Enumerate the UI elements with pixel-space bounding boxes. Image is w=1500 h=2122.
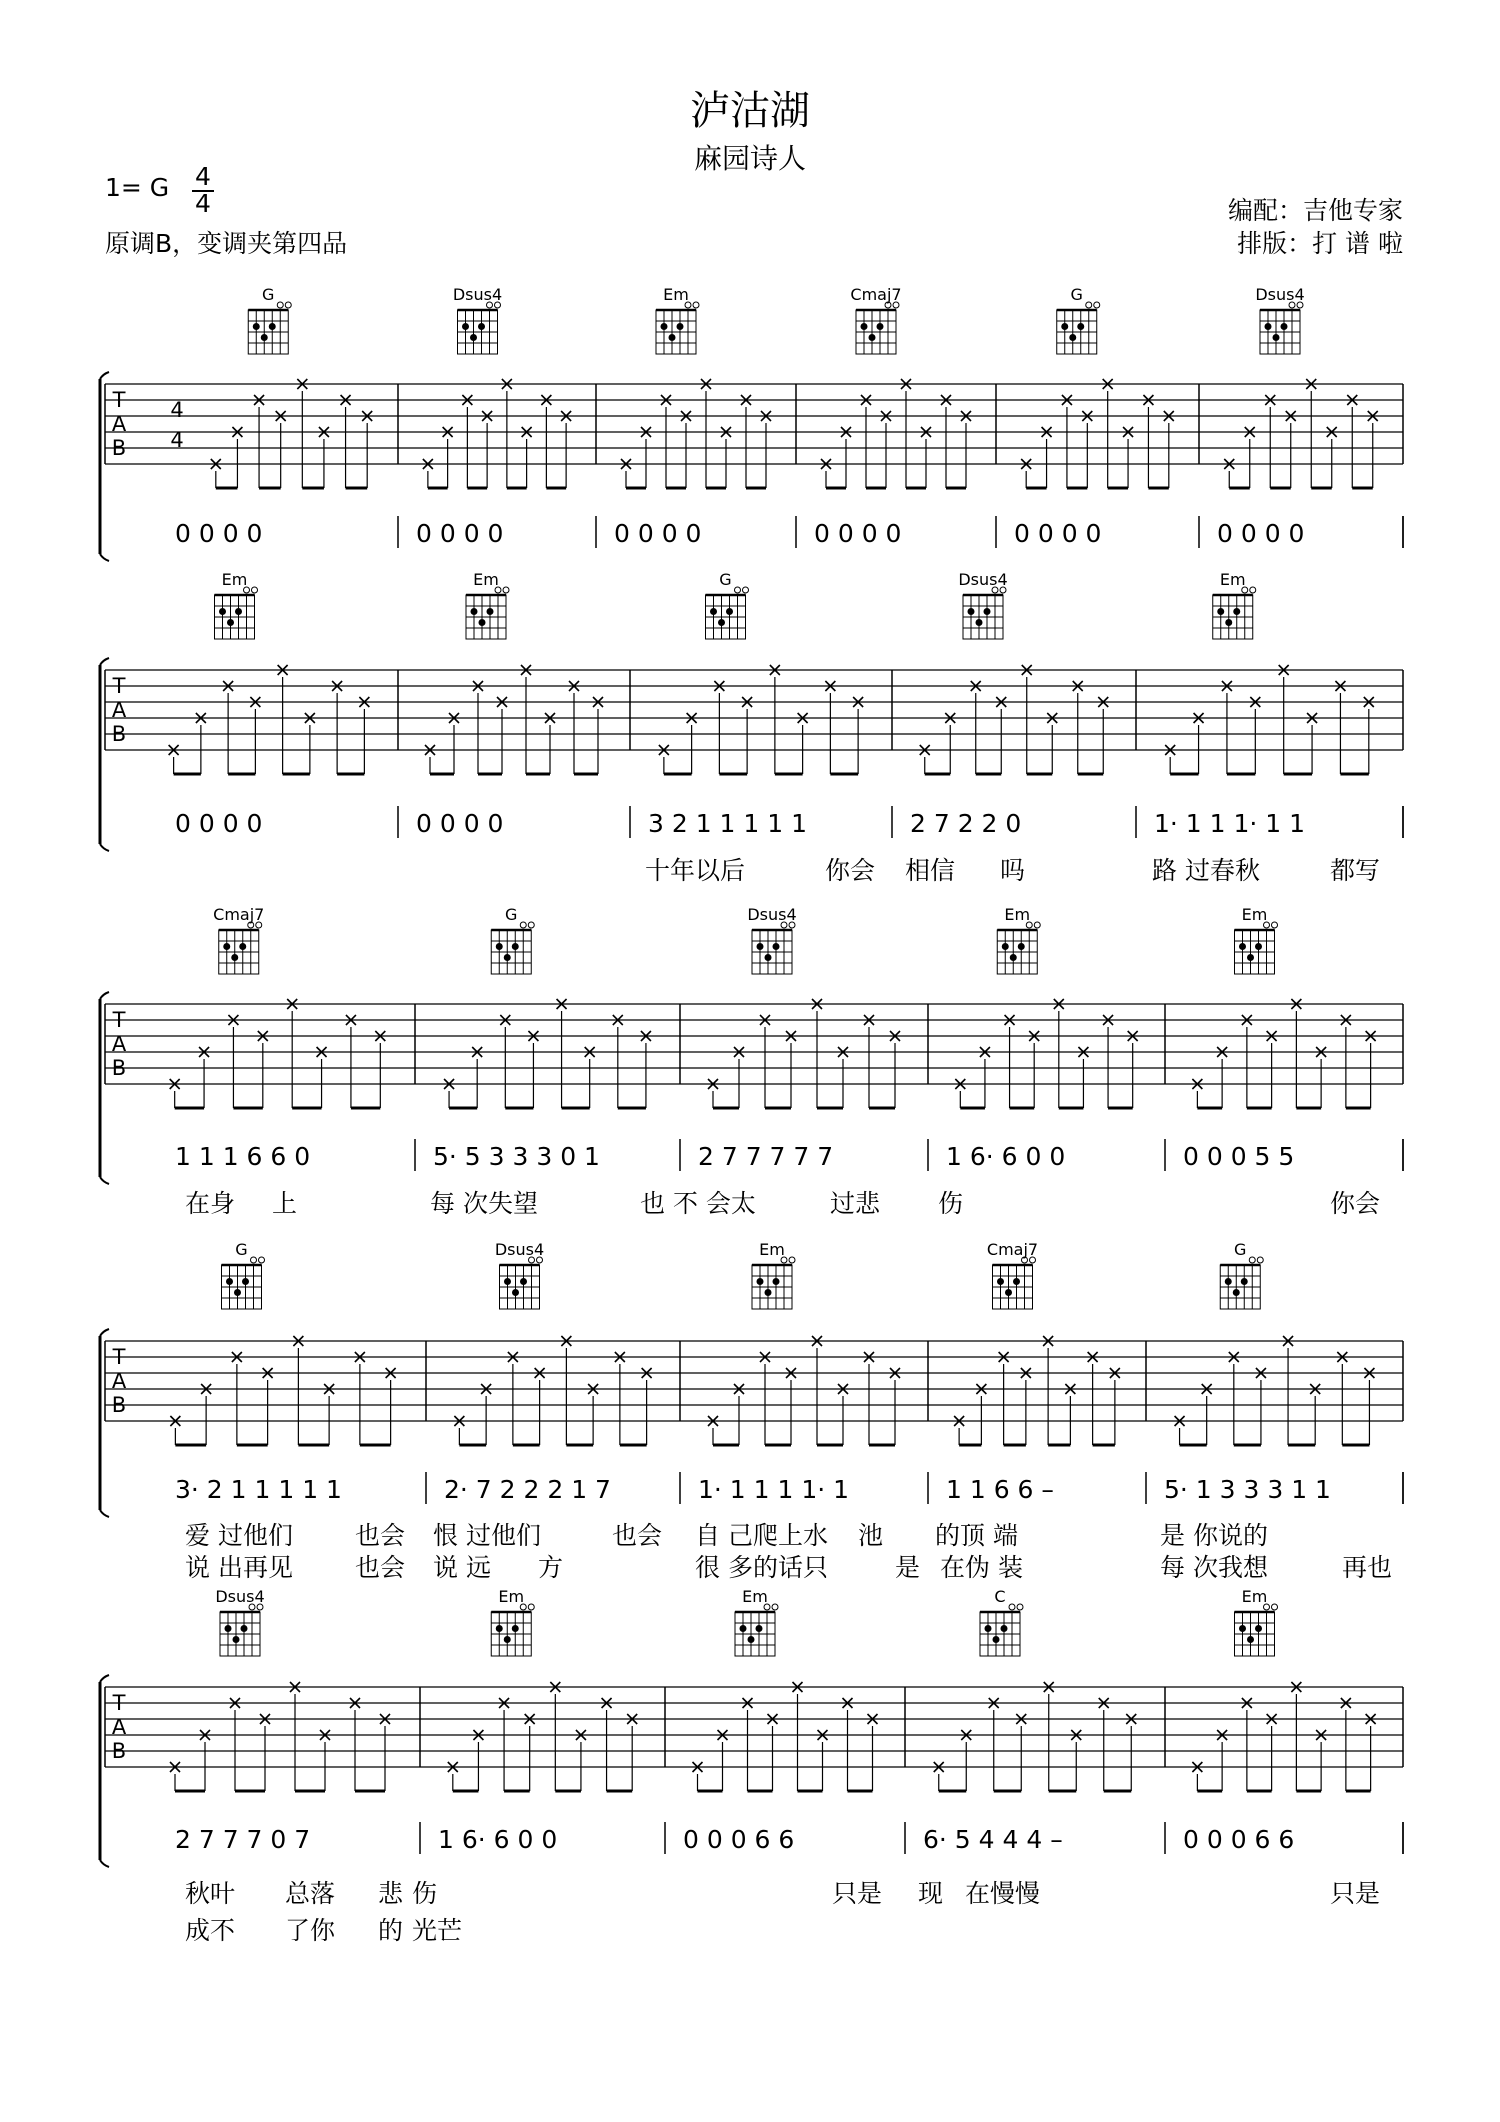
tab-measure [693,1682,878,1791]
bracket-bottom-hook [100,554,109,561]
tab-measure [454,1336,651,1445]
chord-finger-dot [757,943,764,950]
chord-finger-dot [1265,323,1272,330]
chord-diagram [997,905,1040,974]
chord-name: G [719,570,732,589]
lyric-line-1: 十年以后 [645,856,746,885]
lyric-line-1: 相信 [905,856,956,885]
tab-measure [170,1336,395,1445]
chord-finger-dot [225,1625,232,1632]
chord-open-string [285,302,291,308]
chord-finger-dot [1273,334,1280,341]
tab-measure [708,999,900,1108]
chord-open-string [503,587,509,593]
tab-measure [1175,1336,1375,1445]
chord-finger-dot [773,1278,780,1285]
chord-diagram [1213,570,1256,639]
time-signature-bottom: 4 [195,189,211,218]
tab-measure [1021,379,1174,488]
chord-open-string [1034,922,1040,928]
jianpu-notation: 1 6· 6 0 0 [946,1142,1066,1171]
chord-open-string [743,587,749,593]
chord-finger-dot [504,1278,511,1285]
system-5 [100,1587,1403,1945]
chord-finger-dot [757,1278,764,1285]
jianpu-notation: 1 6· 6 0 0 [438,1825,558,1854]
jianpu-notation: 3 2 1 1 1 1 1 [648,809,808,838]
chord-finger-dot [1061,323,1068,330]
lyric-line-1: 只是 [1330,1879,1381,1908]
chord-finger-dot [677,323,684,330]
lyric-line-1: 总落 [285,1879,336,1908]
tab-measure [448,1682,637,1791]
tab-measure [1224,379,1378,488]
key-signature: 1= G [105,173,170,202]
lyric-line-1: 你会 [825,856,876,885]
jianpu-notation: 1 1 6 6 – [946,1475,1054,1504]
chord-open-string [252,587,258,593]
chord-open-string [772,1604,778,1610]
lyric-line-1: 上 [272,1189,298,1218]
tab-time-top: 4 [170,398,184,422]
chord-finger-dot [223,943,230,950]
lyric-line-2: 说 出再见 [185,1553,293,1582]
chord-finger-dot [470,334,477,341]
tab-measure [1165,665,1374,774]
chord-finger-dot [976,619,983,626]
chord-open-string [789,1257,795,1263]
chord-open-string [1009,1604,1015,1610]
chord-name: Em [221,570,248,589]
system-3 [100,905,1403,1218]
chord-finger-dot [740,1625,747,1632]
tab-clef-letter: T [112,1345,126,1369]
lyric-line-1: 路 过春秋 [1152,856,1260,885]
chord-finger-dot [710,608,717,615]
chord-diagram [1235,905,1278,974]
lyric-line-1: 自 己爬上水 [695,1521,828,1550]
chord-diagram [213,905,264,974]
lyric-line-1: 恨 过他们 [433,1521,541,1550]
tab-measure [934,1682,1137,1791]
lyric-line-2: 说 远 [433,1553,491,1582]
chord-finger-dot [512,1289,519,1296]
chord-diagram [491,1587,534,1656]
chord-finger-dot [487,608,494,615]
chord-diagram [706,570,749,639]
tab-clef-letter: B [111,1056,127,1080]
chord-finger-dot [219,608,226,615]
chord-finger-dot [993,1636,1000,1643]
chord-name: Dsus4 [452,285,503,304]
lyric-line-1: 秋叶 [185,1879,236,1908]
jianpu-notation: 0 0 0 0 [416,809,504,838]
lyric-line-1: 你会 [1330,1189,1381,1218]
chord-finger-dot [471,608,478,615]
chord-open-string [528,922,534,928]
tab-measure [425,665,603,774]
tab-clef-letter: A [111,412,127,436]
bracket-bottom-hook [100,844,109,851]
lyric-line-2: 也会 [355,1553,406,1582]
chord-name: Em [498,1587,525,1606]
chord-finger-dot [1255,1625,1262,1632]
jianpu-notation: 0 0 0 0 [614,519,702,548]
jianpu-notation: 0 0 0 0 [175,809,263,838]
chord-open-string [1094,302,1100,308]
jianpu-notation: 2 7 2 2 0 [910,809,1022,838]
bracket-bottom-hook [100,1177,109,1184]
chord-open-string [277,302,283,308]
chord-name: Dsus4 [215,1587,265,1606]
chord-finger-dot [520,1278,527,1285]
chord-name: Dsus4 [747,905,797,924]
lyric-line-1: 悲 [378,1879,404,1908]
chord-finger-dot [1247,1636,1254,1643]
chord-open-string [251,1257,257,1263]
lyric-line-1: 过悲 [830,1189,881,1218]
tab-clef-letter: A [111,1369,127,1393]
jianpu-notation: 2· 7 2 2 2 1 7 [444,1475,611,1504]
tab-measure [659,665,863,774]
lyric-line-1: 也会 [612,1521,663,1550]
chord-finger-dot [269,323,276,330]
chord-finger-dot [773,943,780,950]
chord-diagram [958,570,1007,639]
lyric-line-1: 吗 [1000,856,1026,885]
tab-measure [169,665,370,774]
time-signature-top: 4 [195,162,211,191]
chord-open-string [520,922,526,928]
chord-name: Em [473,570,499,589]
chord-diagram [215,1587,264,1656]
chord-finger-dot [968,608,975,615]
chord-diagram [980,1587,1023,1656]
chord-finger-dot [1013,1278,1020,1285]
chord-diagram [215,570,258,639]
chord-finger-dot [261,334,268,341]
tab-measure [1192,999,1375,1108]
lyric-line-2: 成不 [185,1916,236,1945]
system-1 [100,285,1403,561]
chord-open-string [1257,1257,1263,1263]
chord-finger-dot [1005,1289,1012,1296]
chord-name: Em [1241,905,1268,924]
chord-name: Em [663,285,689,304]
chord-diagram [1220,1240,1263,1309]
lyric-line-1: 池 [858,1521,884,1550]
chord-finger-dot [1217,608,1224,615]
chord-finger-dot [241,1625,248,1632]
tab-measure [444,999,651,1108]
chord-finger-dot [1241,1278,1248,1285]
lyric-line-1: 也会 [355,1521,406,1550]
lyric-line-2: 每 次我想 [1160,1553,1268,1582]
jianpu-notation: 0 0 0 0 [814,519,902,548]
chord-finger-dot [233,1636,240,1643]
chord-finger-dot [1233,608,1240,615]
chord-name: Cmaj7 [986,1240,1039,1259]
chord-diagram [656,285,699,354]
capo-note: 原调B，变调夹第四品 [105,229,348,258]
chord-diagram [248,285,291,354]
bracket-top-hook [100,372,109,379]
jianpu-notation: 0 0 0 6 6 [1183,1825,1295,1854]
chord-name: C [994,1587,1006,1606]
chord-diagram [1255,285,1304,354]
jianpu-notation: 2 7 7 7 0 7 [175,1825,311,1854]
chord-diagram [987,1240,1038,1309]
tab-measure [920,665,1109,774]
jianpu-notation: 0 0 0 6 6 [683,1825,795,1854]
chord-finger-dot [226,1278,233,1285]
chord-finger-dot [1281,323,1288,330]
chord-name: G [235,1240,248,1259]
jianpu-notation: 5· 5 3 3 3 0 1 [433,1142,600,1171]
chord-diagram [222,1240,265,1309]
systems-layer [100,285,1403,1945]
tab-measure [821,379,971,488]
chord-name: Em [1241,1587,1268,1606]
chord-finger-dot [1239,1625,1246,1632]
tab-clef-letter: T [112,1008,126,1032]
chord-name: G [1234,1240,1247,1259]
chord-finger-dot [765,1289,772,1296]
chord-diagram [495,1240,544,1309]
time-signature [192,162,214,218]
tab-clef-letter: B [111,1739,127,1763]
tab-clef-letter: B [111,436,127,460]
chord-finger-dot [231,954,238,961]
chord-finger-dot [496,943,503,950]
tab-clef-letter: T [112,1691,126,1715]
chord-finger-dot [756,1625,763,1632]
chord-open-string [1250,587,1256,593]
chord-finger-dot [1225,1278,1232,1285]
lyric-line-2: 方 [538,1553,564,1582]
chord-finger-dot [765,954,772,961]
chord-diagram [453,285,502,354]
chord-diagram [1057,285,1100,354]
chord-diagram [491,905,534,974]
chord-finger-dot [748,1636,755,1643]
chord-name: G [262,285,275,304]
jianpu-notation: 0 0 0 0 [175,519,263,548]
chord-diagram [735,1587,778,1656]
tab-clef-letter: A [111,698,127,722]
lyric-line-1: 伤 [938,1189,964,1218]
system-2 [100,570,1403,885]
jianpu-notation: 1· 1 1 1 1· 1 [698,1475,850,1504]
layout-credit: 排版：打 谱 啦 [1237,229,1403,258]
bracket-bottom-hook [100,1860,109,1867]
chord-open-string [1249,1257,1255,1263]
tab-clef-letter: A [111,1715,127,1739]
lyric-line-2: 的 [378,1916,404,1945]
arranger-credit: 编配：吉他专家 [1227,196,1403,225]
tab-clef-letter: T [112,388,126,412]
chord-finger-dot [985,1625,992,1632]
lyric-line-2: 光芒 [412,1916,463,1945]
chord-finger-dot [1002,943,1009,950]
lyric-line-1: 每 次失望 [430,1189,538,1218]
jianpu-notation: 0 0 0 5 5 [1183,1142,1295,1171]
lyric-line-1: 也 不 会太 [640,1189,756,1218]
chord-name: Cmaj7 [850,285,902,304]
bracket-top-hook [100,1675,109,1682]
lyric-line-1: 的顶 端 [935,1521,1018,1550]
chord-finger-dot [512,1625,519,1632]
chord-finger-dot [869,334,876,341]
chord-diagram [1235,1587,1278,1656]
chord-finger-dot [479,619,486,626]
jianpu-notation: 0 0 0 0 [416,519,504,548]
lyric-line-1: 只是 [832,1879,883,1908]
chord-finger-dot [234,1289,241,1296]
tab-clef-letter: A [111,1032,127,1056]
chord-finger-dot [718,619,725,626]
chord-finger-dot [504,1636,511,1643]
tab-measure [211,379,372,488]
chord-finger-dot [1069,334,1076,341]
jianpu-notation: 1· 1 1 1· 1 1 [1154,809,1306,838]
chord-name: Dsus4 [958,570,1008,589]
chord-name: Em [1219,570,1246,589]
chord-finger-dot [478,323,485,330]
jianpu-notation: 5· 1 3 3 3 1 1 [1164,1475,1331,1504]
chord-open-string [735,587,741,593]
bracket-top-hook [100,658,109,665]
tab-measure [170,999,386,1108]
chord-finger-dot [661,323,668,330]
chord-finger-dot [669,334,676,341]
chord-finger-dot [726,608,733,615]
chord-finger-dot [242,1278,249,1285]
tab-clef-letter: B [111,722,127,746]
chord-finger-dot [1233,1289,1240,1296]
lyric-line-1: 爱 过他们 [185,1521,293,1550]
jianpu-notation: 3· 2 1 1 1 1 1 [175,1475,342,1504]
lyric-line-1: 都写 [1330,856,1381,885]
chord-name: Em [759,1240,785,1259]
tab-clef-letter: B [111,1393,127,1417]
chord-open-string [1272,1604,1278,1610]
chord-name: G [505,905,518,924]
bracket-bottom-hook [100,1510,109,1517]
artist-name: 麻园诗人 [693,142,807,175]
chord-finger-dot [227,619,234,626]
chord-finger-dot [1255,943,1262,950]
chord-open-string [693,302,699,308]
lyric-line-2: 很 多的话只 [695,1553,828,1582]
jianpu-notation: 0 0 0 0 [1014,519,1102,548]
tab-measure [954,1336,1120,1445]
lyric-line-2: 了你 [285,1916,336,1945]
bracket-top-hook [100,992,109,999]
chord-finger-dot [1077,323,1084,330]
song-title: 泸沽湖 [690,88,810,134]
chord-finger-dot [997,1278,1004,1285]
chord-finger-dot [1001,1625,1008,1632]
tab-measure [708,1336,900,1445]
lyric-line-2: 在伪 装 [940,1553,1023,1582]
chord-finger-dot [1239,943,1246,950]
chord-finger-dot [496,1625,503,1632]
chord-finger-dot [462,323,469,330]
jianpu-notation: 6· 5 4 4 4 – [923,1825,1063,1854]
chord-diagram [850,285,901,354]
lyric-line-2: 再也 [1342,1553,1393,1582]
chord-finger-dot [984,608,991,615]
system-4 [100,1240,1403,1582]
chord-finger-dot [877,323,884,330]
tab-clef-letter: T [112,674,126,698]
chord-finger-dot [1225,619,1232,626]
chord-open-string [528,1604,534,1610]
chord-name: Em [742,1587,768,1606]
chord-name: Em [1004,905,1031,924]
lyric-line-1: 在身 [185,1189,236,1218]
tab-measure [955,999,1137,1108]
chord-finger-dot [1247,954,1254,961]
chord-name: Cmaj7 [213,905,265,924]
chord-open-string [1086,302,1092,308]
lyric-line-1: 是 你说的 [1160,1521,1268,1550]
lyric-line-1: 伤 [412,1879,438,1908]
chord-diagram [747,905,796,974]
chord-name: G [1070,285,1083,304]
tab-measure [1192,1682,1375,1791]
jianpu-notation: 2 7 7 7 7 7 [698,1142,834,1171]
tab-measure [170,1682,390,1791]
chord-finger-dot [239,943,246,950]
jianpu-notation: 1 1 1 6 6 0 [175,1142,311,1171]
lyric-line-1: 在慢慢 [965,1879,1041,1908]
chord-finger-dot [235,608,242,615]
lyric-line-2: 是 [895,1553,921,1582]
chord-finger-dot [1018,943,1025,950]
chord-diagram [466,570,509,639]
chord-diagram [752,1240,795,1309]
chord-finger-dot [512,943,519,950]
tab-measure [423,379,571,488]
chord-name: Dsus4 [494,1240,545,1259]
bracket-top-hook [100,1329,109,1336]
chord-finger-dot [1010,954,1017,961]
tab-measure [621,379,771,488]
chord-finger-dot [253,323,260,330]
tab-time-bottom: 4 [170,428,184,452]
chord-finger-dot [504,954,511,961]
chord-open-string [1272,922,1278,928]
jianpu-notation: 0 0 0 0 [1217,519,1305,548]
lyric-line-1: 现 [918,1879,944,1908]
chord-name: Dsus4 [1255,285,1305,304]
chord-finger-dot [861,323,868,330]
chord-open-string [1017,1604,1023,1610]
chord-open-string [259,1257,265,1263]
